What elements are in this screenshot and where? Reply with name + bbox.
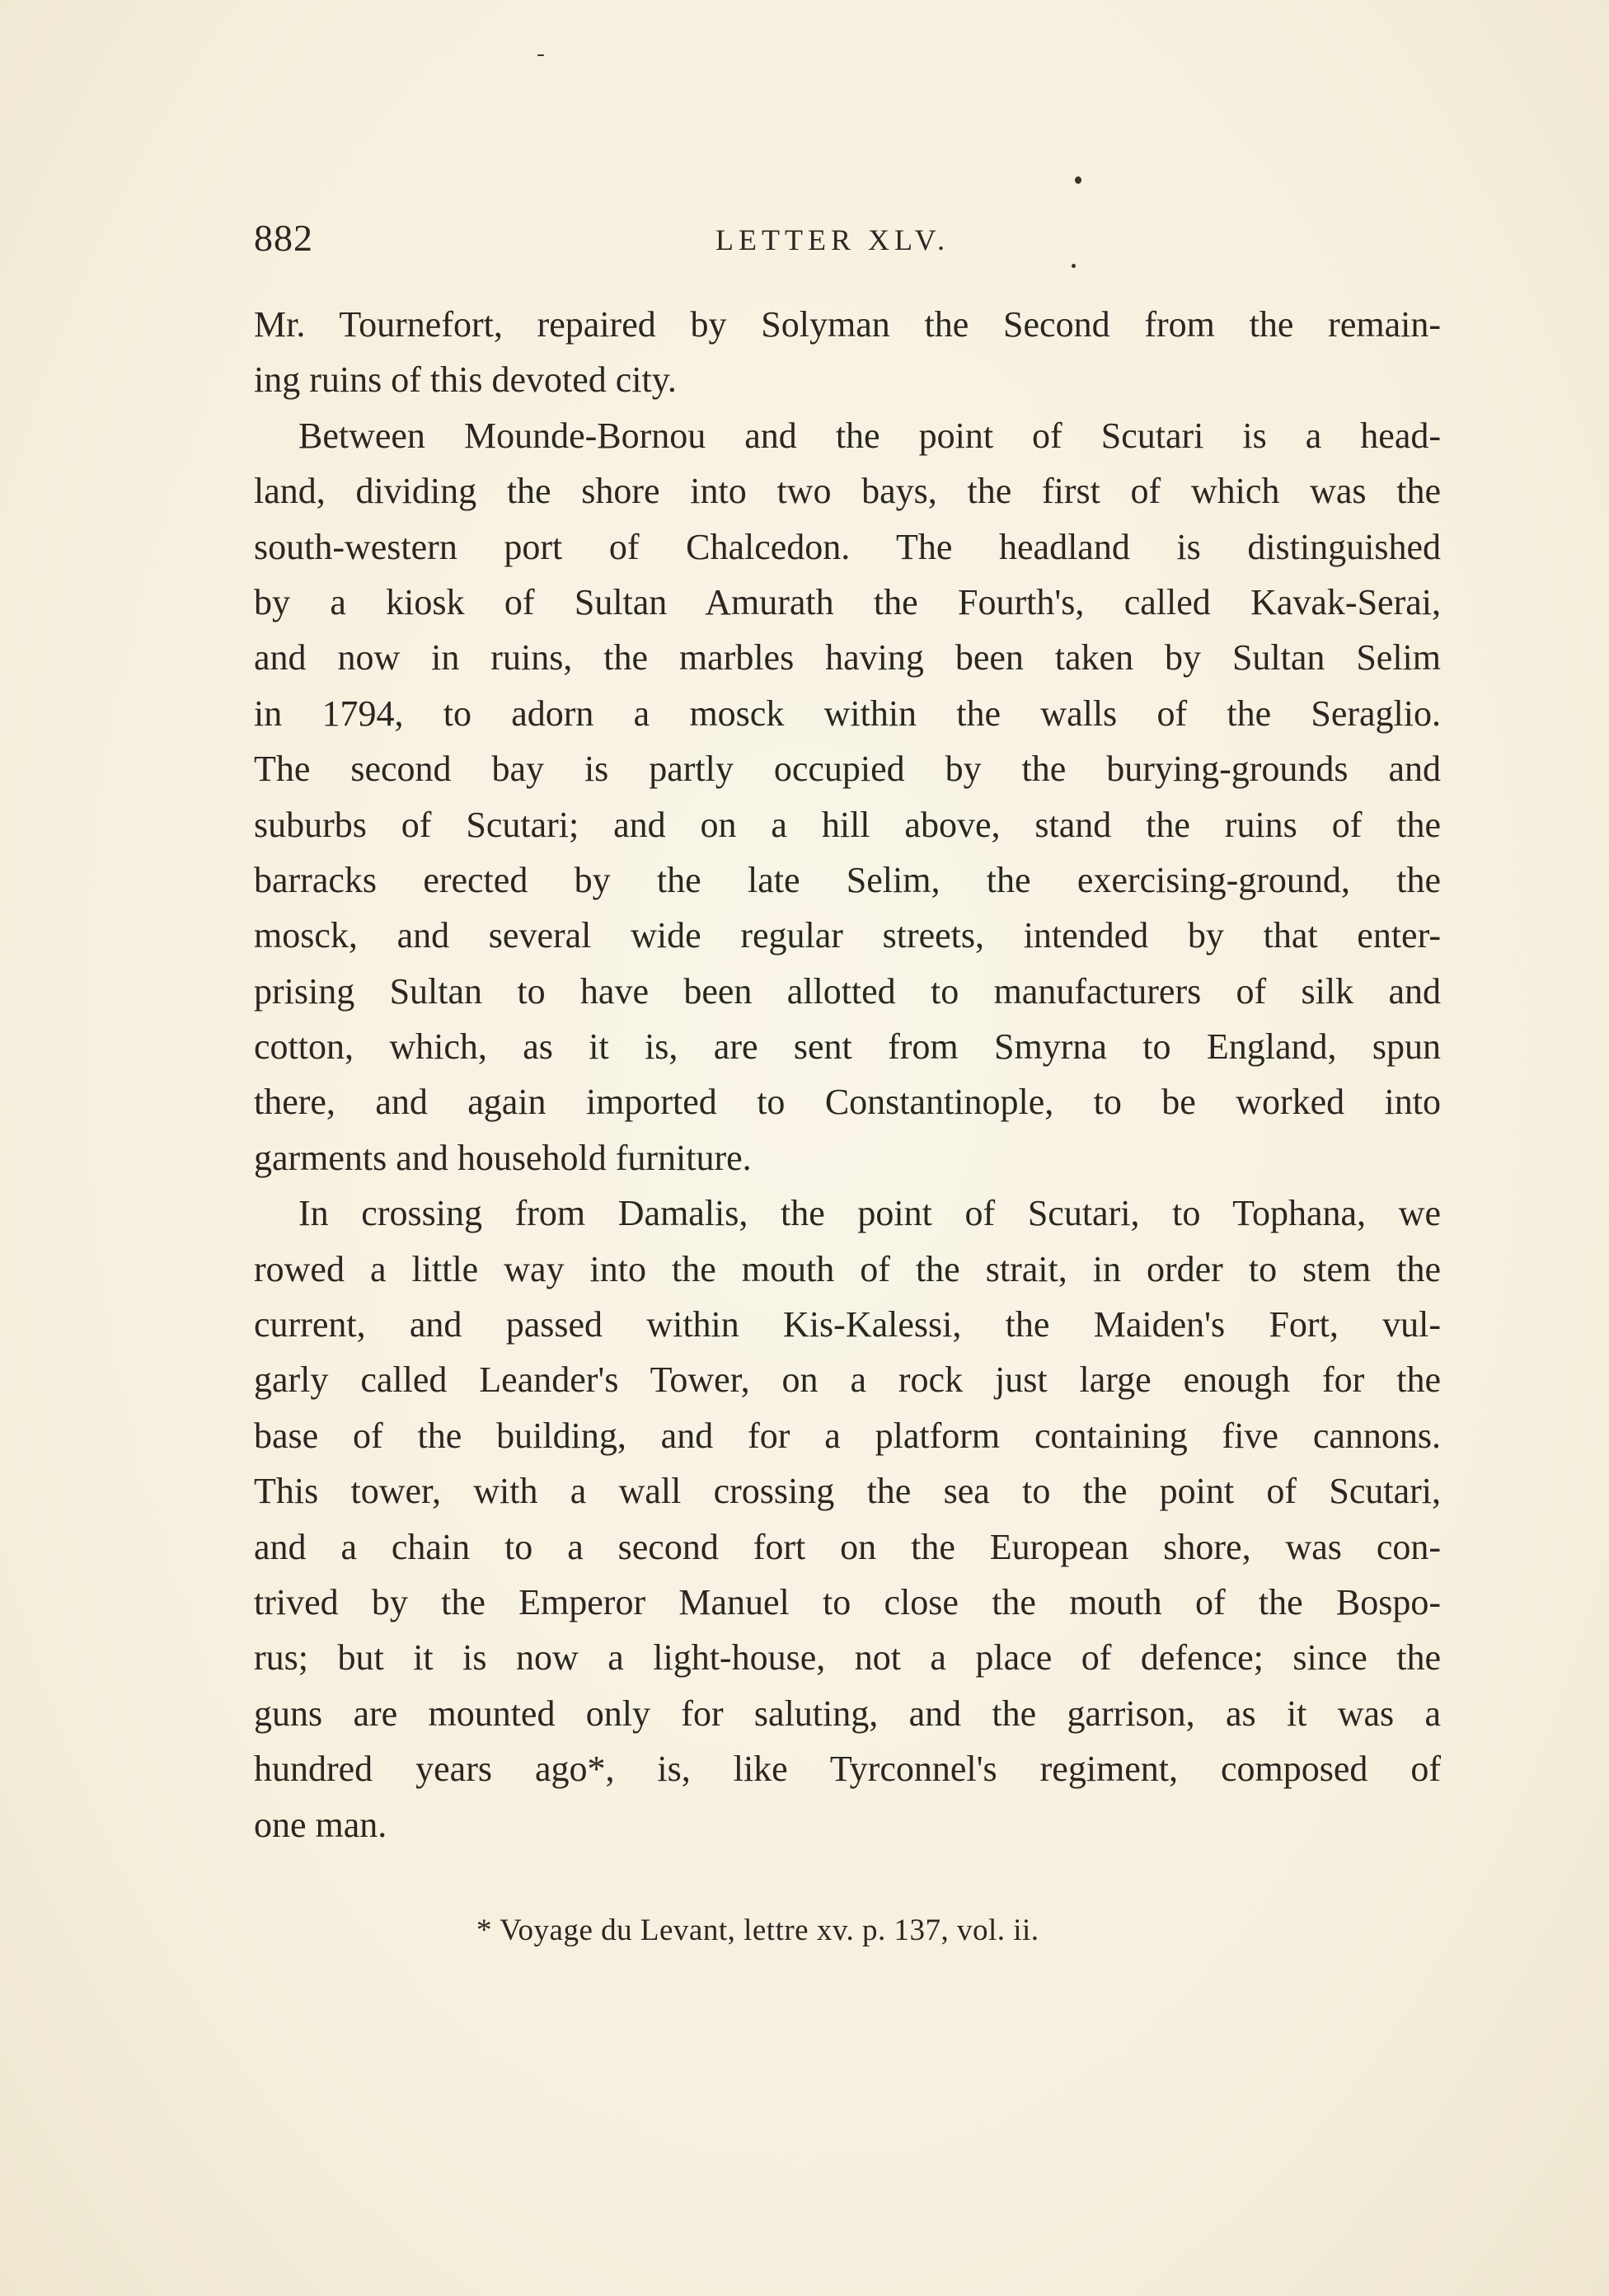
text-line: ing ruins of this devoted city. <box>254 359 677 401</box>
text-line: base of the building, and for a platform containing five cannons. <box>254 1415 1441 1456</box>
text-line: barracks erected by the late Selim, the exercising-ground, the <box>254 859 1441 900</box>
body-text <box>254 297 1441 1852</box>
text-line: south-western port of Chalcedon. The headland is distinguished <box>254 526 1441 567</box>
text-line: garly called Leander's Tower, on a rock just large enough for the <box>254 1359 1441 1401</box>
text-line: rus; but it is now a light-house, not a place of defence; since the <box>254 1637 1441 1679</box>
ink-speck <box>1075 176 1081 184</box>
text-line: The second bay is partly occupied by the burying-grounds and <box>254 749 1441 790</box>
header-title: LETTER XLV. <box>715 223 950 256</box>
text-line: This tower, with a wall crossing the sea to the point of Scutari, <box>254 1471 1441 1512</box>
text-line: garments and household furniture. <box>254 1137 752 1178</box>
text-line: Between Mounde-Bornou and the point of Scutari is a head- <box>298 415 1441 456</box>
text-line: hundred years ago*, is, like Tyrconnel's regiment, composed of <box>254 1749 1441 1790</box>
footnote: * Voyage du Levant, lettre xv. p. 137, vol. ii. <box>476 1913 1039 1947</box>
text-line: prising Sultan to have been allotted to manufacturers of silk and <box>254 970 1441 1012</box>
text-line: by a kiosk of Sultan Amurath the Fourth's, called Kavak-Serai, <box>254 581 1441 622</box>
running-head <box>254 216 1441 265</box>
text-line: cotton, which, as it is, are sent from Smyrna to England, spun <box>254 1026 1441 1068</box>
text-line: mosck, and several wide regular streets, intended by that enter- <box>254 915 1441 956</box>
text-line: in 1794, to adorn a mosck within the walls of the Seraglio. <box>254 693 1441 734</box>
text-line: In crossing from Damalis, the point of Scutari, to Tophana, we <box>298 1193 1441 1234</box>
ink-speck <box>537 54 544 56</box>
text-line: Mr. Tournefort, repaired by Solyman the Second from the remain- <box>254 304 1441 345</box>
text-line: and now in ruins, the marbles having been taken by Sultan Selim <box>254 637 1441 678</box>
text-line: guns are mounted only for saluting, and the garrison, as it was a <box>254 1693 1441 1734</box>
page-number: 882 <box>254 217 313 259</box>
text-line: and a chain to a second fort on the European shore, was con- <box>254 1526 1441 1567</box>
text-line: land, dividing the shore into two bays, the first of which was the <box>254 471 1441 512</box>
text-line: trived by the Emperor Manuel to close the mouth of the Bospo- <box>254 1581 1441 1622</box>
text-line: one man. <box>254 1804 387 1845</box>
text-line: there, and again imported to Constantinople, to be worked into <box>254 1082 1441 1123</box>
text-line: suburbs of Scutari; and on a hill above, stand the ruins of the <box>254 804 1441 845</box>
text-line: current, and passed within Kis-Kalessi, the Maiden's Fort, vul- <box>254 1304 1441 1345</box>
text-line: rowed a little way into the mouth of the strait, in order to stem the <box>254 1248 1441 1289</box>
